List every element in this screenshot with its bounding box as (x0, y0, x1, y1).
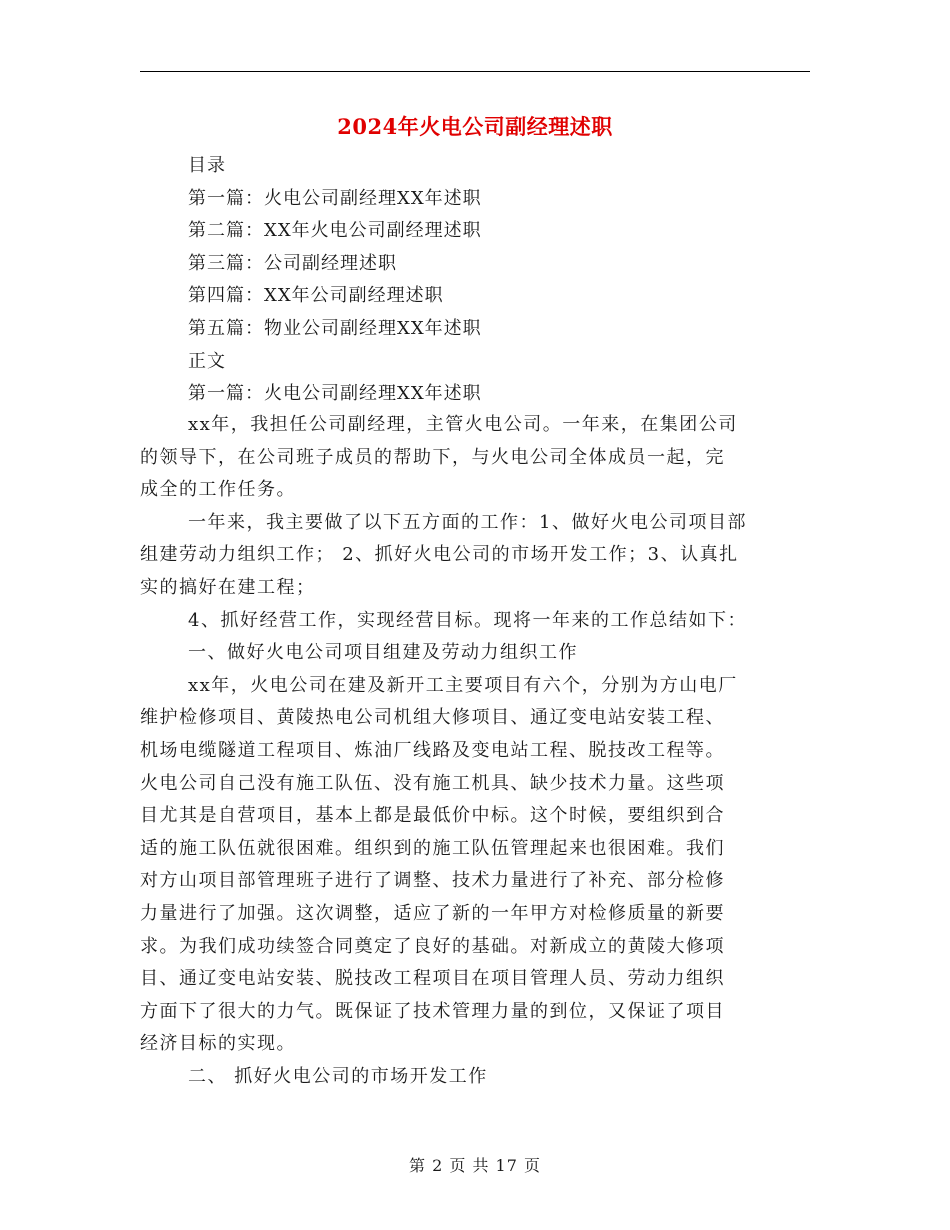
text-line: 力量进行了加强。这次调整，适应了新的一年甲方对检修质量的新要 (140, 902, 725, 924)
text-line: xx年，我担任公司副经理，主管火电公司。一年来，在集团公司 (188, 414, 738, 435)
paragraph-intro (140, 409, 810, 507)
text-line: 实的搞好在建工程； (140, 576, 316, 598)
header-rule (140, 71, 810, 72)
text-line: 一年来，我主要做了以下五方面的工作：1、做好火电公司项目部 (188, 511, 747, 533)
toc-heading: 目录 (188, 155, 226, 176)
text-line: 目、通辽变电站安装、脱技改工程项目在项目管理人员、劳动力组织 (140, 968, 725, 990)
document-title: 2024年火电公司副经理述职 (337, 114, 613, 139)
toc-item[interactable]: 第四篇：XX年公司副经理述职 (188, 285, 444, 307)
text-line: 组建劳动力组织工作； 2、抓好火电公司的市场开发工作；3、认真扎 (140, 544, 739, 566)
paragraph-projects (140, 670, 810, 1061)
page-footer: 第 2 页 共 17 页 (409, 1156, 541, 1175)
text-line: 的领导下，在公司班子成员的帮助下，与火电公司全体成员一起，完 (140, 446, 725, 468)
table-of-contents (188, 150, 808, 411)
paragraph-item-4 (140, 605, 810, 638)
text-line: 二、 抓好火电公司的市场开发工作 (188, 1065, 488, 1087)
text-line: 成全的工作任务。 (140, 479, 296, 501)
text-line: 目尤其是自营项目，基本上都是最低价中标。这个时候，要组织到合 (140, 805, 725, 827)
text-line: 方面下了很大的力气。既保证了技术管理力量的到位，又保证了项目 (140, 1000, 725, 1022)
text-line: 火电公司自己没有施工队伍、没有施工机具、缺少技术力量。这些项 (140, 772, 725, 794)
section-heading-2 (140, 1061, 810, 1094)
toc-item[interactable]: 第二篇：XX年火电公司副经理述职 (188, 220, 482, 242)
text-line: 机场电缆隧道工程项目、炼油厂线路及变电站工程、脱技改工程等。 (140, 739, 725, 761)
body-heading: 正文 (188, 350, 226, 372)
paragraph-overview (140, 507, 810, 605)
toc-item[interactable]: 第一篇：火电公司副经理XX年述职 (188, 187, 482, 209)
text-line: 经济目标的实现。 (140, 1033, 296, 1055)
section-heading-1 (140, 637, 810, 670)
document-body (140, 409, 810, 1093)
text-line: 求。为我们成功续签合同奠定了良好的基础。对新成立的黄陵大修项 (140, 935, 725, 957)
toc-item[interactable]: 第五篇：物业公司副经理XX年述职 (188, 317, 482, 339)
chapter-title: 第一篇：火电公司副经理XX年述职 (188, 383, 482, 405)
text-line: 对方山项目部管理班子进行了调整、技术力量进行了补充、部分检修 (140, 870, 725, 892)
text-line: 适的施工队伍就很困难。组织到的施工队伍管理起来也很困难。我们 (140, 837, 725, 859)
text-line: 4、抓好经营工作，实现经营目标。现将一年来的工作总结如下： (188, 609, 747, 631)
toc-item[interactable]: 第三篇：公司副经理述职 (188, 252, 397, 274)
text-line: 维护检修项目、黄陵热电公司机组大修项目、通辽变电站安装工程、 (140, 707, 725, 729)
text-line: xx年，火电公司在建及新开工主要项目有六个，分别为方山电厂 (188, 674, 738, 696)
text-line: 一、做好火电公司项目组建及劳动力组织工作 (188, 642, 578, 664)
